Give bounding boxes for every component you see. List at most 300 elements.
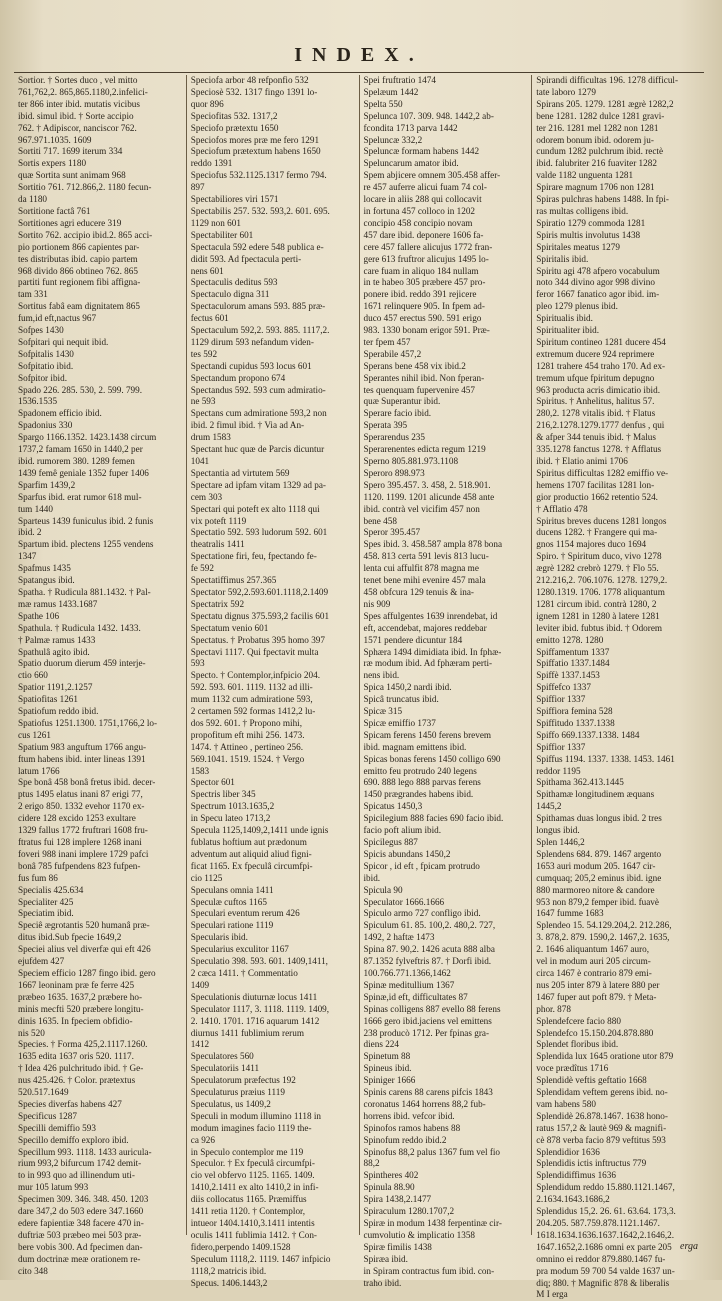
index-entry-line: 280,2. 1278 vitalis ibid. † Flatus [536,408,656,419]
index-entry-line: fidero,perpendo 1409.1528 [190,1241,291,1252]
index-entry-line: 593 [190,658,205,669]
index-entry-line: Spicor , id eft , fpicam protrudo [363,860,480,871]
index-entry-line: ejufdem 427 [18,956,65,967]
index-entry-line: ter 866 inter ibid. mutatis vicibus [18,98,140,109]
index-entry-line: Speculaturus præius 1119 [190,1087,285,1098]
index-entry-line: Spatium 983 anguftum 1766 angu- [18,741,147,752]
index-entry-line: lenta cui affulfit 878 magna me [363,563,479,574]
index-entry-line: Spargo 1166.1352. 1423.1438 circum [18,432,157,443]
index-entry-line: Spiffo 669.1337.1338. 1484 [536,729,640,740]
index-entry-line: Spicam ferens 1450 ferens brevem [363,729,492,740]
index-entry-line: 1410,2.1411 ex alto 1410,2 in infi- [190,1182,319,1193]
index-entry-line: Spectans cum admiratione 593,2 non [190,408,327,419]
index-entry-line: Splendet floribus ibid. [536,1039,619,1050]
index-entry-line: Splendidam veftem gerens ibid. no- [536,1087,668,1098]
index-entry-line: dum doctrinæ meæ orationem re- [18,1253,141,1264]
catchword: erga [680,1241,698,1252]
index-entry-line: Spina 87. 90,2. 1426 acuta 888 alba [363,944,495,955]
index-entry-line: Specularius exculitor 1167 [190,944,289,955]
index-entry-line: Spectavi 1117. Qui fpectavit multa [190,646,319,657]
index-entry-line: emitto feu protrudo 240 legens [363,765,477,776]
index-entry-line: Spelta 550 [363,98,403,109]
index-entry-line: Spinofos ramos habens 88 [363,1122,461,1133]
index-entry-line: ibid. [363,872,381,883]
index-entry-line: Spiffatio 1337.1484 [536,658,610,669]
index-entry-line: Spinæ meditullium 1367 [363,979,455,990]
index-entry-line: in Speculo contemplor me 119 [190,1146,304,1157]
index-entry-line: Spero 395.457. 3. 458, 2. 518.901. [363,479,491,490]
index-entry-line: Spadonem efficio ibid. [18,408,102,419]
index-entry-line: tate laboro 1279 [536,86,596,97]
index-entry-line: Spectatio 592. 593 ludorum 592. 601 [190,527,328,538]
index-entry-line: Sperantes nihil ibid. Non fperan- [363,372,485,383]
index-entry-line: 1041 [190,456,210,466]
index-entry-line: Spectabiliores viri 1571 [190,194,279,205]
index-entry-line: 967.971.1035. 1609 [18,134,92,145]
index-entry-line: Speciofa arbor 48 refponfio 532 [190,75,309,85]
index-entry-line: ibid. contrà vel vicifim 457 non [363,503,480,514]
index-entry-line: Spicilegium 888 facies 690 facio ibid. [363,813,504,824]
index-entry-line: 87.1352 fylveftris 87. † Dorfi ibid. [363,956,492,967]
index-entry-line: Spectaculum 592,2. 593. 885. 1117,2. [190,325,330,336]
index-entry-line: Spatha. † Rudicula 881.1432. † Pal- [18,586,151,597]
index-entry-line: fublatus hoftium aut prædonum [190,837,307,847]
index-entry-line: vix poteft 1119 [190,515,247,526]
index-entry-line: 1280.1319. 1706. 1778 aliquantum [536,586,665,597]
index-entry-line: 238 producò 1712. Per fpinas gra- [363,1027,490,1038]
index-entry-line: tes distributas ibid. capio partem [18,253,138,264]
index-entry-line: cere 457 fallere alicujus 1772 fran- [363,241,493,252]
index-entry-line: Sortitio 761. 712.866,2. 1180 fecun- [18,182,152,193]
index-entry-line: Spectandi cupidus 593 locus 601 [190,360,312,371]
index-entry-line: Spatior 1191,2.1257 [18,682,93,693]
index-entry-line: 897 [190,182,205,193]
index-entry-line: Speculatores 560 [190,1051,254,1062]
index-entry-line: Spectrum 1013.1635,2 [190,801,275,812]
index-entry-line: Sortitione factâ 761 [18,205,91,216]
index-entry-line: ter 216. 1281 mel 1282 non 1281 [536,122,659,133]
index-entry-line: Speculatus, us 1409,2 [190,1098,271,1109]
index-entry-line: Spinæ,id eft, difficultates 87 [363,991,468,1002]
index-entry-line: in fortuna 457 colloco in 1202 [363,205,476,216]
index-entry-line: Spectatum venio 601 [190,622,269,633]
index-entry-line: M I erga [536,1289,568,1300]
index-entry-line: Spectandum propono 674 [190,372,286,383]
index-entry-line: odorem bonum ibid. odorem ju- [536,134,654,145]
index-entry-line: Speror 395.457 [363,527,421,538]
index-entry-line: latum 1766 [18,765,60,776]
index-entry-line: Spectatus. † Probatus 395 homo 397 [190,634,325,645]
index-entry-line: Spiffiora femina 528 [536,706,613,717]
index-entry-line: Splendefco 15.150.204.878.880 [536,1027,654,1038]
index-entry-line: theatralis 1411 [190,539,245,550]
index-entry-line: Spectaculo digna 311 [190,289,270,300]
index-entry-line: pra modum 59 700 54 valde 1637 un- [536,1265,675,1276]
index-entry-line: diurnus 1411 fublimium rerum [190,1027,304,1038]
index-entry-line: bonâ 785 fufpendens 823 fufpen- [18,860,141,871]
index-entry-line: Spatiofum reddo ibid. [18,706,99,717]
index-entry-line: Spiculum 61. 85. 100,2. 480,2. 727, [363,920,496,931]
index-entry-line: Spinofus 88,2 palus 1367 fum vel fio [363,1146,501,1157]
index-entry-line: Spadonius 330 [18,420,73,431]
index-entry-line: Spiffefco 1337 [536,682,591,693]
index-entry-line: fectus 601 [190,313,229,324]
index-entry-line: Spinetum 88 [363,1051,411,1062]
index-entry-line: bere vobis 300. Ad fpecimen dan- [18,1241,143,1252]
index-entry-line: drum 1583 [190,432,231,443]
index-entry-line: 1281 trahere 454 traho 170. Ad ex- [536,360,666,371]
index-entry-line: ras multas colligens ibid. [536,205,629,216]
index-entry-line: omnino ei reddor 879.880.1467 fu- [536,1253,666,1264]
index-entry-line: 3. 878,2. 879. 1590,2. 1467,2. 1635, [536,932,670,943]
index-entry-line: 761,762,2. 865,865.1180,2.infelici- [18,86,148,97]
index-entry-line: Spei fruftratio 1474 [363,75,436,85]
index-entry-line: fcondita 1713 parva 1442 [363,122,458,133]
index-entry-line: fum,id eft,nactus 967 [18,313,97,324]
index-entry-line: 2. 1646 aliquantum 1467 auro, [536,944,650,955]
index-entry-line: Speculatorum præfectus 192 [190,1075,296,1086]
index-entry-line: ibid. † Elatio animi 1706 [536,456,628,466]
index-entry-line: Specularis ibid. [190,932,248,943]
index-entry-line: Spectris liber 345 [190,789,256,800]
index-entry-line: reddo 1391 [190,158,233,169]
index-entry-line: traho ibid. [363,1277,402,1288]
index-entry-line: Spem abjicere omnem 305.458 affer- [363,170,501,181]
index-entry-line: Spectatu dignus 375.593,2 facilis 601 [190,610,330,621]
index-entry-line: Spineus ibid. [363,1063,412,1074]
index-entry-line: Spirandi difficultas 196. 1278 difficul- [536,75,679,85]
index-entry-line: 953 non 879,2 femper ibid. fuavè [536,896,659,907]
index-entry-line: Spelæum 1442 [363,86,419,97]
index-entry-line: ibid. magnam emittens ibid. [363,741,467,752]
index-entry-line: Sortito 762. accipio ibid.2. 865 acci- [18,229,153,240]
index-entry-line: ægrè 1282 crebrò 1279. † Flo 55. [536,563,659,574]
index-entry-line: diens 224 [363,1039,399,1050]
index-entry-line: Spectabiliter 601 [190,229,254,240]
index-entry-line: Spiffitudo 1337.1338 [536,717,615,728]
index-entry-line: Spectantia ad virtutem 569 [190,467,290,478]
index-entry-line: 1129 non 601 [190,217,241,228]
index-entry-line: Spatio duorum dierum 459 interje- [18,658,146,669]
index-entry-line: Spectaculis deditus 593 [190,277,278,288]
index-entry-line: 1467 fuper aut poft 879. † Meta- [536,991,657,1002]
index-entry-line: † Palmæ ramus 1433 [18,634,96,645]
index-entry-line: nens ibid. [363,670,400,681]
index-entry-line: Speluncæ 332,2 [363,134,423,145]
index-entry-line: quæ Superantur ibid. [363,396,441,407]
index-entry-line: 88,2 [363,1158,380,1169]
index-entry-line: hemens 1707 facilitas 1281 lon- [536,479,655,490]
index-entry-line: Spiffior 1337 [536,694,586,705]
index-entry-line: Sperata 395 [363,420,408,431]
index-entry-line: noto 344 divino agor 998 divino [536,277,655,288]
index-entry-line: Speculator 1117, 3. 1118. 1119. 1409, [190,1003,330,1014]
index-entry-line: Sofpitatio ibid. [18,360,74,371]
index-entry-line: Spicæ emiffio 1737 [363,717,436,728]
index-entry-line: 569.1041. 1519. 1524. † Vergo [190,753,305,764]
index-entry-line: Spica 1450,2 nardi ibid. [363,682,452,693]
index-entry-line: Splendidè 26.878.1467. 1638 hono- [536,1110,668,1121]
index-entry-line: tremum ufque fpiritum depugno [536,372,655,383]
index-entry-line: 1635 edita 1637 oris 520. 1117. [18,1051,134,1062]
index-entry-line: Specus. 1406.1443,2 [190,1277,268,1288]
index-entry-line: gior productio 1662 retentio 524. [536,491,658,502]
index-entry-line: 762. † Adipiscor, nanciscor 762. [18,122,137,133]
index-entry-line: tes quenquam fupervenire 457 [363,384,475,395]
index-entry-line: Speciofos mores præ me fero 1291 [190,134,320,145]
index-entry-line: 1536.1535 [18,396,58,407]
index-entry-line: 2 certamen 592 formas 1412,2 lu- [190,706,316,717]
index-entry-line: Spiritualiter ibid. [536,325,600,336]
index-entry-line: ibid. simul ibid. † Sorte accipio [18,110,134,121]
index-entry-line: Specialiter 425 [18,896,74,907]
index-entry-line: Sortitus fabâ eam dignitatem 865 [18,301,140,312]
index-entry-line: diis collocatus 1165. Præmiffus [190,1194,307,1205]
index-entry-line: cidere 128 excido 1253 exultare [18,813,136,824]
index-entry-line: 880 marmoreo nitore & candore [536,884,655,895]
index-entry-line: Sofpes 1430 [18,325,64,336]
index-entry-line: Spectare ad ipfam vitam 1329 ad pa- [190,479,326,490]
index-entry-line: Specimen 309. 346. 348. 450. 1203 [18,1194,149,1205]
index-entry-line: 212.216,2. 706.1076. 1278. 1279,2. [536,575,668,586]
index-entry-line: valde 1182 unguenta 1281 [536,170,634,181]
index-entry-line: Speculationis diuturnæ locus 1411 [190,991,318,1002]
index-entry-line: Spectandus 592. 593 cum admiratio- [190,384,326,395]
index-entry-line: tam 331 [18,289,48,300]
index-entry-line: oculis 1411 fublimia 1412. † Con- [190,1229,317,1240]
index-entry-line: 2 erigo 850. 1332 evehor 1170 ex- [18,801,145,812]
index-entry-line: ne 593 [190,396,216,407]
index-entry-line: partiti funt regionem fibi affigna- [18,277,141,288]
index-entry-line: Sperabile 457,2 [363,348,422,359]
index-entry-line: Splendidior 1636 [536,1146,600,1157]
index-entry-line: Spicâ truncatus ibid. [363,694,439,705]
index-entry-line: facio poft alium ibid. [363,825,442,836]
header-rule [14,72,704,73]
index-entry-line: Sortis expers 1180 [18,158,87,169]
index-entry-line: bene 458 [363,515,397,526]
index-entry-line: tes 592 [190,348,218,359]
index-entry-line: 968 divido 866 obtineo 762. 865 [18,265,138,276]
index-entry-line: 690. 888 lego 888 parvas ferens [363,777,481,788]
index-entry-line: Speciatim ibid. [18,908,74,919]
index-entry-line: Splendidè veftis geftatio 1668 [536,1075,647,1086]
index-entry-line: Spiræ in modum 1438 ferpentinæ cir- [363,1218,502,1228]
index-entry-line: mum 1132 cum admiratione 593, [190,694,313,705]
index-entry-line: Spirans 205. 1279. 1281 ægrè 1282,2 [536,98,674,109]
index-entry-line: Splendida lux 1645 oratione utor 879 [536,1051,674,1062]
index-entry-line: Species. † Forma 425,2.1117.1260. [18,1039,148,1050]
index-entry-line: Speciofitas 532. 1317,2 [190,110,278,121]
index-entry-line: Spector 601 [190,777,235,788]
index-entry-line: 1439 femê geniale 1352 fuper 1406 [18,467,149,478]
index-entry-line: cio 1125 [190,872,223,883]
index-entry-line: gere 613 fruftror alicujus 1495 lo- [363,253,489,264]
index-entry-line: 1583 [190,765,210,776]
index-entry-line: Spiritus. † Anhelitus, halitus 57. [536,396,655,407]
index-entry-line: Spectant huc quæ de Parcis dicuntur [190,444,325,455]
index-entry-line: Spinofum reddo ibid.2 [363,1134,447,1145]
index-entry-line: Speculatoriis 1411 [190,1063,260,1074]
index-entry-line: mæ ramus 1433.1687 [18,598,98,609]
index-entry-line: Speroro 898.973 [363,467,425,478]
index-entry-line: Spiffior 1337 [536,741,586,752]
index-entry-line: Spinis carens 88 carens pifcis 1843 [363,1087,493,1098]
index-entry-line: Specto. † Contemplor,infpicio 204. [190,670,321,681]
index-entry-line: † Afflatio 478 [536,503,588,514]
index-entry-line: ter fpem 457 [363,336,411,347]
index-entry-line: diq; 880. † Magnific 878 & liberalis [536,1277,670,1288]
index-entry-line: Speluncæ formam habens 1442 [363,146,480,157]
index-entry-line: Speculari ratione 1119 [190,920,274,931]
index-entry-line: duco 457 erectus 590. 591 erigo [363,313,482,324]
index-entry-line: gnos 1154 majores duco 1694 [536,539,647,550]
index-entry-line: 2 cæca 1411. † Commentatio [190,967,298,978]
index-entry-line: dare 347,2 do 503 edere 347.1660 [18,1206,144,1217]
index-entry-line: in te habeo 305 præbere 457 pro- [363,277,486,288]
index-entry-line: Speculari eventum rerum 426 [190,908,300,919]
index-entry-line: Sortiti 717. 1699 iterum 334 [18,146,123,157]
index-entry-line: quæ Sortita sunt animam 968 [18,170,126,181]
index-entry-line: ftratus fui 128 implere 1268 inani [18,837,142,847]
index-entry-line: 1347 [18,551,37,562]
index-entry-line: cus 1261 [18,729,51,740]
index-entry-line: care fuam in aliquo 184 nullam [363,265,479,276]
index-entry-line: ftum habens ibid. inter lineas 1391 [18,753,146,764]
index-entry-line: Speciê ægrotantis 520 humanâ præ- [18,920,150,931]
index-entry-line: Spintheres 402 [363,1170,419,1181]
index-entry-line: 1445,2 [536,801,562,812]
index-entry-line: rium 993,2 bifurcum 1742 demit- [18,1158,142,1169]
index-entry-line: Sperare facio ibid. [363,408,432,419]
index-entry-line: Specificus 1287 [18,1110,77,1121]
index-entry-line: cumquaq; 205,2 eminus ibid. igne [536,872,662,883]
index-entry-line: Speculatio 398. 593. 601. 1409,1411, [190,956,328,967]
index-entry-line: 100.766.771.1366,1462 [363,967,451,978]
index-entry-line: Sortitiones agri educere 319 [18,217,122,228]
index-entry-line: eft, accendebat, majores reddebar [363,622,487,633]
index-entry-line: Spiræa ibid. [363,1253,408,1264]
index-entry-line: Spiffus 1194. 1337. 1338. 1453. 1461 [536,753,675,764]
index-entry-line: leviter ibid. fubtus ibid. † Odorem [536,622,663,633]
index-entry-line: 1647 fumme 1683 [536,908,604,919]
index-entry-line: 1120. 1199. 1201 alicunde 458 ante [363,491,495,502]
index-entry-line: nus 425.426. † Color. prætextus [18,1075,136,1086]
index-entry-line: vel in modum auri 205 circum- [536,956,651,967]
index-entry-line: Sperarendus 235 [363,432,425,443]
index-entry-line: 983. 1330 bonam erigor 591. Præ- [363,325,490,336]
index-entry-line: Splendefcere facio 880 [536,1015,621,1026]
index-entry-line: re 457 auferre alicui fuam 74 col- [363,182,487,193]
index-entry-line: emitto 1278. 1280 [536,634,604,645]
index-entry-line: 2. 1410. 1701. 1716 aquarum 1412 [190,1015,320,1026]
index-entry-line: bene 1281. 1282 dulce 1281 gravi- [536,110,665,121]
index-entry-line: Spectabilis 257. 532. 593,2. 601. 695. [190,205,330,216]
index-entry-line: in Spiram contractus fum ibid. con- [363,1265,495,1276]
index-entry-line: Spectatrix 592 [190,598,245,609]
index-entry-line: Spiritualis ibid. [536,313,593,324]
index-entry-line: Spectatiffimus 257.365 [190,575,277,586]
index-entry-line: Spiculo armo 727 confligo ibid. [363,908,481,919]
index-entry-line: 458. 813 certa 591 levis 813 lucu- [363,551,489,562]
index-entry-line: 1667 leoninam præ fe ferre 425 [18,979,135,990]
index-entry-line: didit 593. Ad fpectacula perti- [190,253,302,264]
index-entry-line: Spes ibid. 3. 458.587 ampla 878 bona [363,539,503,550]
index-columns [14,75,704,1300]
index-entry-line: Spiritus difficultas 1282 emiffio ve- [536,467,669,478]
index-entry-line: ca 926 [190,1134,215,1145]
index-entry-line: Sphæra 1494 dimidiata ibid. In fphæ- [363,646,502,657]
index-entry-line: 335.1278 fanctus 1278. † Afflatus [536,444,662,455]
index-entry-line: propofitum eft mihi 256. 1473. [190,729,305,740]
index-entry-line: 1118,2 matricis ibid. [190,1265,267,1276]
index-entry-line: fus fum 86 [18,872,58,883]
index-entry-line: ctio 660 [18,670,48,681]
index-entry-line: Speciofum prætextum habens 1650 [190,146,321,157]
index-entry-line: ficat 1165. Ex fpeculâ circumfpi- [190,860,313,871]
index-entry-line: Species diverfas habens 427 [18,1098,122,1109]
index-entry-line: phor. 878 [536,1003,571,1014]
index-entry-line: Spicilegus 887 [363,837,418,847]
index-entry-line: reddor 1195 [536,765,581,776]
index-entry-line: 1281 circum ibid. contrà 1280, 2 [536,598,657,609]
index-entry-line: Speluncarum amator ibid. [363,158,459,169]
index-entry-line: in Specu lateo 1713,2 [190,813,271,824]
index-entry-line: Spirare magnum 1706 non 1281 [536,182,655,193]
index-entry-line: nis 520 [18,1027,45,1038]
index-entry-line: Spatangus ibid. [18,575,75,586]
index-entry-line: Spathula. † Rudicula 1432. 1433. [18,622,141,633]
index-entry-line: 1411 retia 1120. † Contemplor, [190,1206,306,1217]
index-entry-line: 1653 auri modum 205. 1647 cir- [536,860,656,871]
index-entry-line: 216,2.1278.1279.1777 denfus , qui [536,420,665,431]
index-entry-line: Spiffè 1337.1453 [536,670,600,681]
index-entry-line: nus 205 inter 879 à latere 880 per [536,979,660,990]
index-entry-line: nens 601 [190,265,224,276]
index-entry-line: locare in aliis 288 qui collocavit [363,194,482,205]
index-entry-line: Specilli demiffio 593 [18,1122,96,1133]
index-entry-line: 1129 dirum 593 nefandum viden- [190,336,314,347]
index-entry-line: ræ modum ibid. Ad fphæram perti- [363,658,493,669]
index-entry-line: mur 105 latum 993 [18,1182,89,1193]
index-entry-line: 1647.1652,2.1686 omni ex parte 205 [536,1241,672,1252]
index-entry-line: Spathulâ agito ibid. [18,646,90,657]
index-column-3 [360,75,533,1288]
index-entry-line: ignem 1281 in 1280 à latere 1281 [536,610,660,621]
index-entry-line: Spartum ibid. plectens 1255 vendens [18,539,154,550]
index-entry-line: Speciem efficio 1287 fingo ibid. gero [18,967,156,978]
index-entry-line: Spithama 362.413.1445 [536,777,624,788]
index-entry-line: vam habens 580 [536,1098,596,1109]
index-entry-line: Speculum 1118,2. 1119. 1467 infpicio [190,1253,331,1264]
index-entry-line: Spatiofus 1251.1300. 1751,1766,2 lo- [18,717,158,728]
index-entry-line: Spectatione firi, feu, fpectando fe- [190,551,317,562]
index-entry-line: ibid. rumorem 380. 1289 femen [18,456,135,466]
index-entry-line: Spiniger 1666 [363,1075,416,1086]
index-entry-line: Specillo demiffo exploro ibid. [18,1134,129,1145]
index-column-4 [532,75,704,1300]
index-entry-line: Speciofo prætextu 1650 [190,122,279,133]
index-entry-line: † Idea 426 pulchritudo ibid. † Ge- [18,1063,144,1074]
index-entry-line: dinis 1635. In fpeciem obfidio- [18,1015,133,1026]
index-entry-line: 1671 relinquere 905. In fpem ad- [363,301,485,312]
index-entry-line: 1450 prægrandes habens ibid. [363,789,474,800]
index-entry-line: Speculi in modum illumino 1118 in [190,1110,321,1121]
index-entry-line: cio vel obfervo 1125. 1165. 1409. [190,1170,315,1181]
index-entry-line: Spicæ 315 [363,706,403,717]
index-entry-line: Spiffamentum 1337 [536,646,610,657]
index-entry-line: Spinas colligens 887 evello 88 ferens [363,1003,501,1014]
